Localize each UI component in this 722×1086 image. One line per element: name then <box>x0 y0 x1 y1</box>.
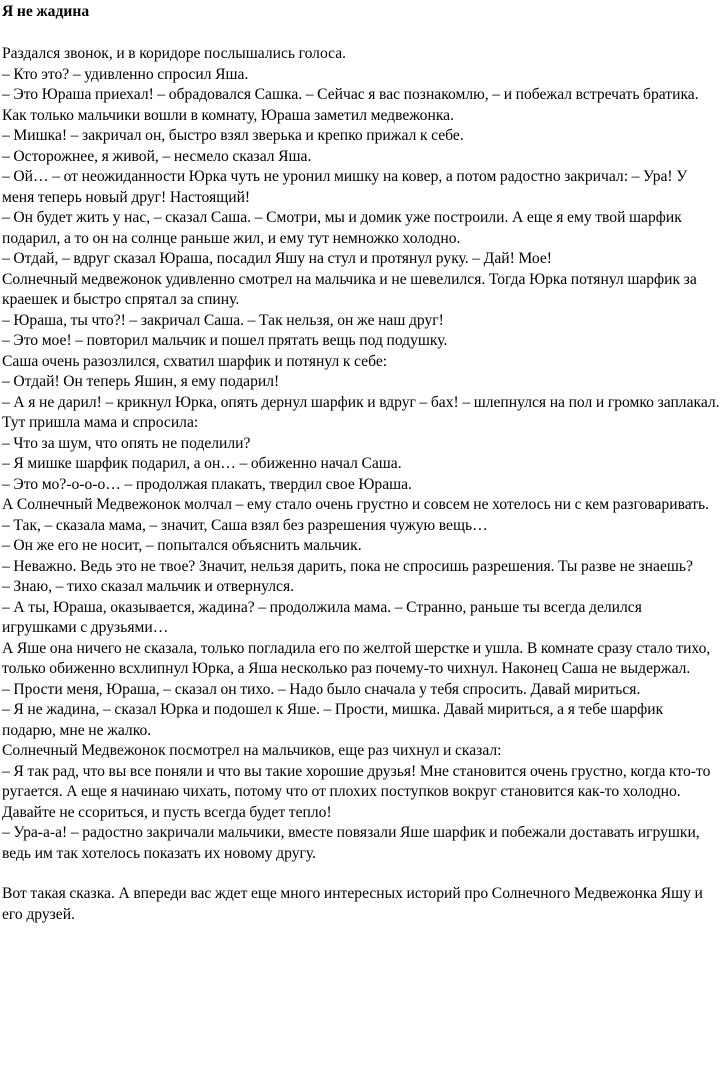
paragraph: – Он же его не носит, – попытался объяснить мальчик. <box>2 537 362 554</box>
paragraph: – А ты, Юраша, оказывается, жадина? – продолжила мама. – Странно, раньше ты всегда делился игрушками с друзьями… <box>2 598 642 636</box>
paragraph: – Прости меня, Юраша, – сказал он тихо. – Надо было сначала у тебя спросить. Давай мириться. <box>2 680 641 698</box>
paragraph: Солнечный Медвежонок посмотрел на мальчиков, еще раз чихнул и сказал: <box>2 742 502 759</box>
spacer <box>2 864 720 884</box>
paragraph: Саша очень разозлился, схватил шарфик и потянул к себе: <box>2 352 388 370</box>
closing-paragraph: Вот такая сказка. А впереди вас ждет еще много интересных историй про Солнечного Медвежонка Яшу и его друзей. <box>2 885 703 923</box>
paragraph: – Это мое! – повторил мальчик и пошел прятать вещь под подушку. <box>2 332 448 349</box>
paragraph: – Он будет жить у нас, – сказал Саша. – Смотри, мы и домик уже построили. А еще я ему твой шарфик подарил, а то он на солнце раньше жил, и ему тут немножко холодно. <box>2 209 682 247</box>
paragraph: – Я мишке шарфик подарил, а он… – обиженно начал Саша. <box>2 455 402 472</box>
paragraph: – Юраша, ты что?! – закричал Саша. – Так нельзя, он же наш друг! <box>2 311 444 329</box>
story-body <box>2 44 720 864</box>
paragraph: – Мишка! – закричал он, быстро взял зверька и крепко прижал к себе. <box>2 127 464 144</box>
paragraph: – Ой… – от неожиданности Юрка чуть не уронил мишку на ковер, а потом радостно закричал: – Ура! У меня теперь новый друг! Настоящий! <box>2 168 688 206</box>
paragraph: – Это мо?-о-о-о… – продолжая плакать, твердил свое Юраша. <box>2 475 412 493</box>
paragraph: – Осторожнее, я живой, – несмело сказал Яша. <box>2 147 312 165</box>
paragraph: А Яше она ничего не сказала, только погладила его по желтой шерстке и ушла. В комнате сразу стало тихо, только обиженно всхлипнул Юрка, а Яша несколько раз почему-то чихнул. Наконец Саша не выдержал. <box>2 639 711 677</box>
paragraph: Солнечный медвежонок удивленно смотрел на мальчика и не шевелился. Тогда Юрка потянул шарфик за краешек и быстро спрятал за спину. <box>2 270 697 308</box>
paragraph: – Знаю, – тихо сказал мальчик и отвернулся. <box>2 578 295 595</box>
paragraph: – Ура-а-а! – радостно закричали мальчики, вместе повязали Яше шарфик и побежали доставать игрушки, ведь им так хотелось показать их новому другу. <box>2 824 700 862</box>
paragraph: – Это Юраша приехал! – обрадовался Сашка. – Сейчас я вас познакомлю, – и побежал встречать братика. <box>2 86 699 103</box>
paragraph: – Неважно. Ведь это не твое? Значит, нельзя дарить, пока не спросишь разрешения. Ты разве не знаешь? <box>2 557 693 575</box>
paragraph: – Кто это? – удивленно спросил Яша. <box>2 65 249 83</box>
paragraph: – А я не дарил! – крикнул Юрка, опять дернул шарфик и вдруг – бах! – шлепнулся на пол и громко заплакал. <box>2 393 720 411</box>
document-title: Я не жадина <box>2 3 90 20</box>
paragraph: – Я так рад, что вы все поняли и что вы такие хорошие друзья! Мне становится очень грустно, когда кто-то ругается. А еще я начинаю чихать, потому что от плохих поступков вокруг становится как-то холодно. Давайте не ссориться, и пусть всегда будет тепло! <box>2 762 711 821</box>
paragraph: – Что за шум, что опять не поделили? <box>2 434 251 452</box>
paragraph: Раздался звонок, и в коридоре послышались голоса. <box>2 45 347 62</box>
paragraph: Тут пришла мама и спросила: <box>2 414 199 431</box>
paragraph: – Отдай, – вдруг сказал Юраша, посадил Яшу на стул и протянул руку. – Дай! Мое! <box>2 250 552 267</box>
paragraph: А Солнечный Медвежонок молчал – ему стало очень грустно и совсем не хотелось ни с кем разговаривать. <box>2 496 710 513</box>
paragraph: Как только мальчики вошли в комнату, Юраша заметил медвежонка. <box>2 106 454 124</box>
paragraph: – Я не жадина, – сказал Юрка и подошел к Яше. – Прости, мишка. Давай мириться, а я тебе шарфик подарю, мне не жалко. <box>2 701 664 739</box>
paragraph: – Отдай! Он теперь Яшин, я ему подарил! <box>2 373 280 390</box>
paragraph: – Так, – сказала мама, – значит, Саша взял без разрешения чужую вещь… <box>2 516 488 534</box>
spacer <box>2 24 720 44</box>
